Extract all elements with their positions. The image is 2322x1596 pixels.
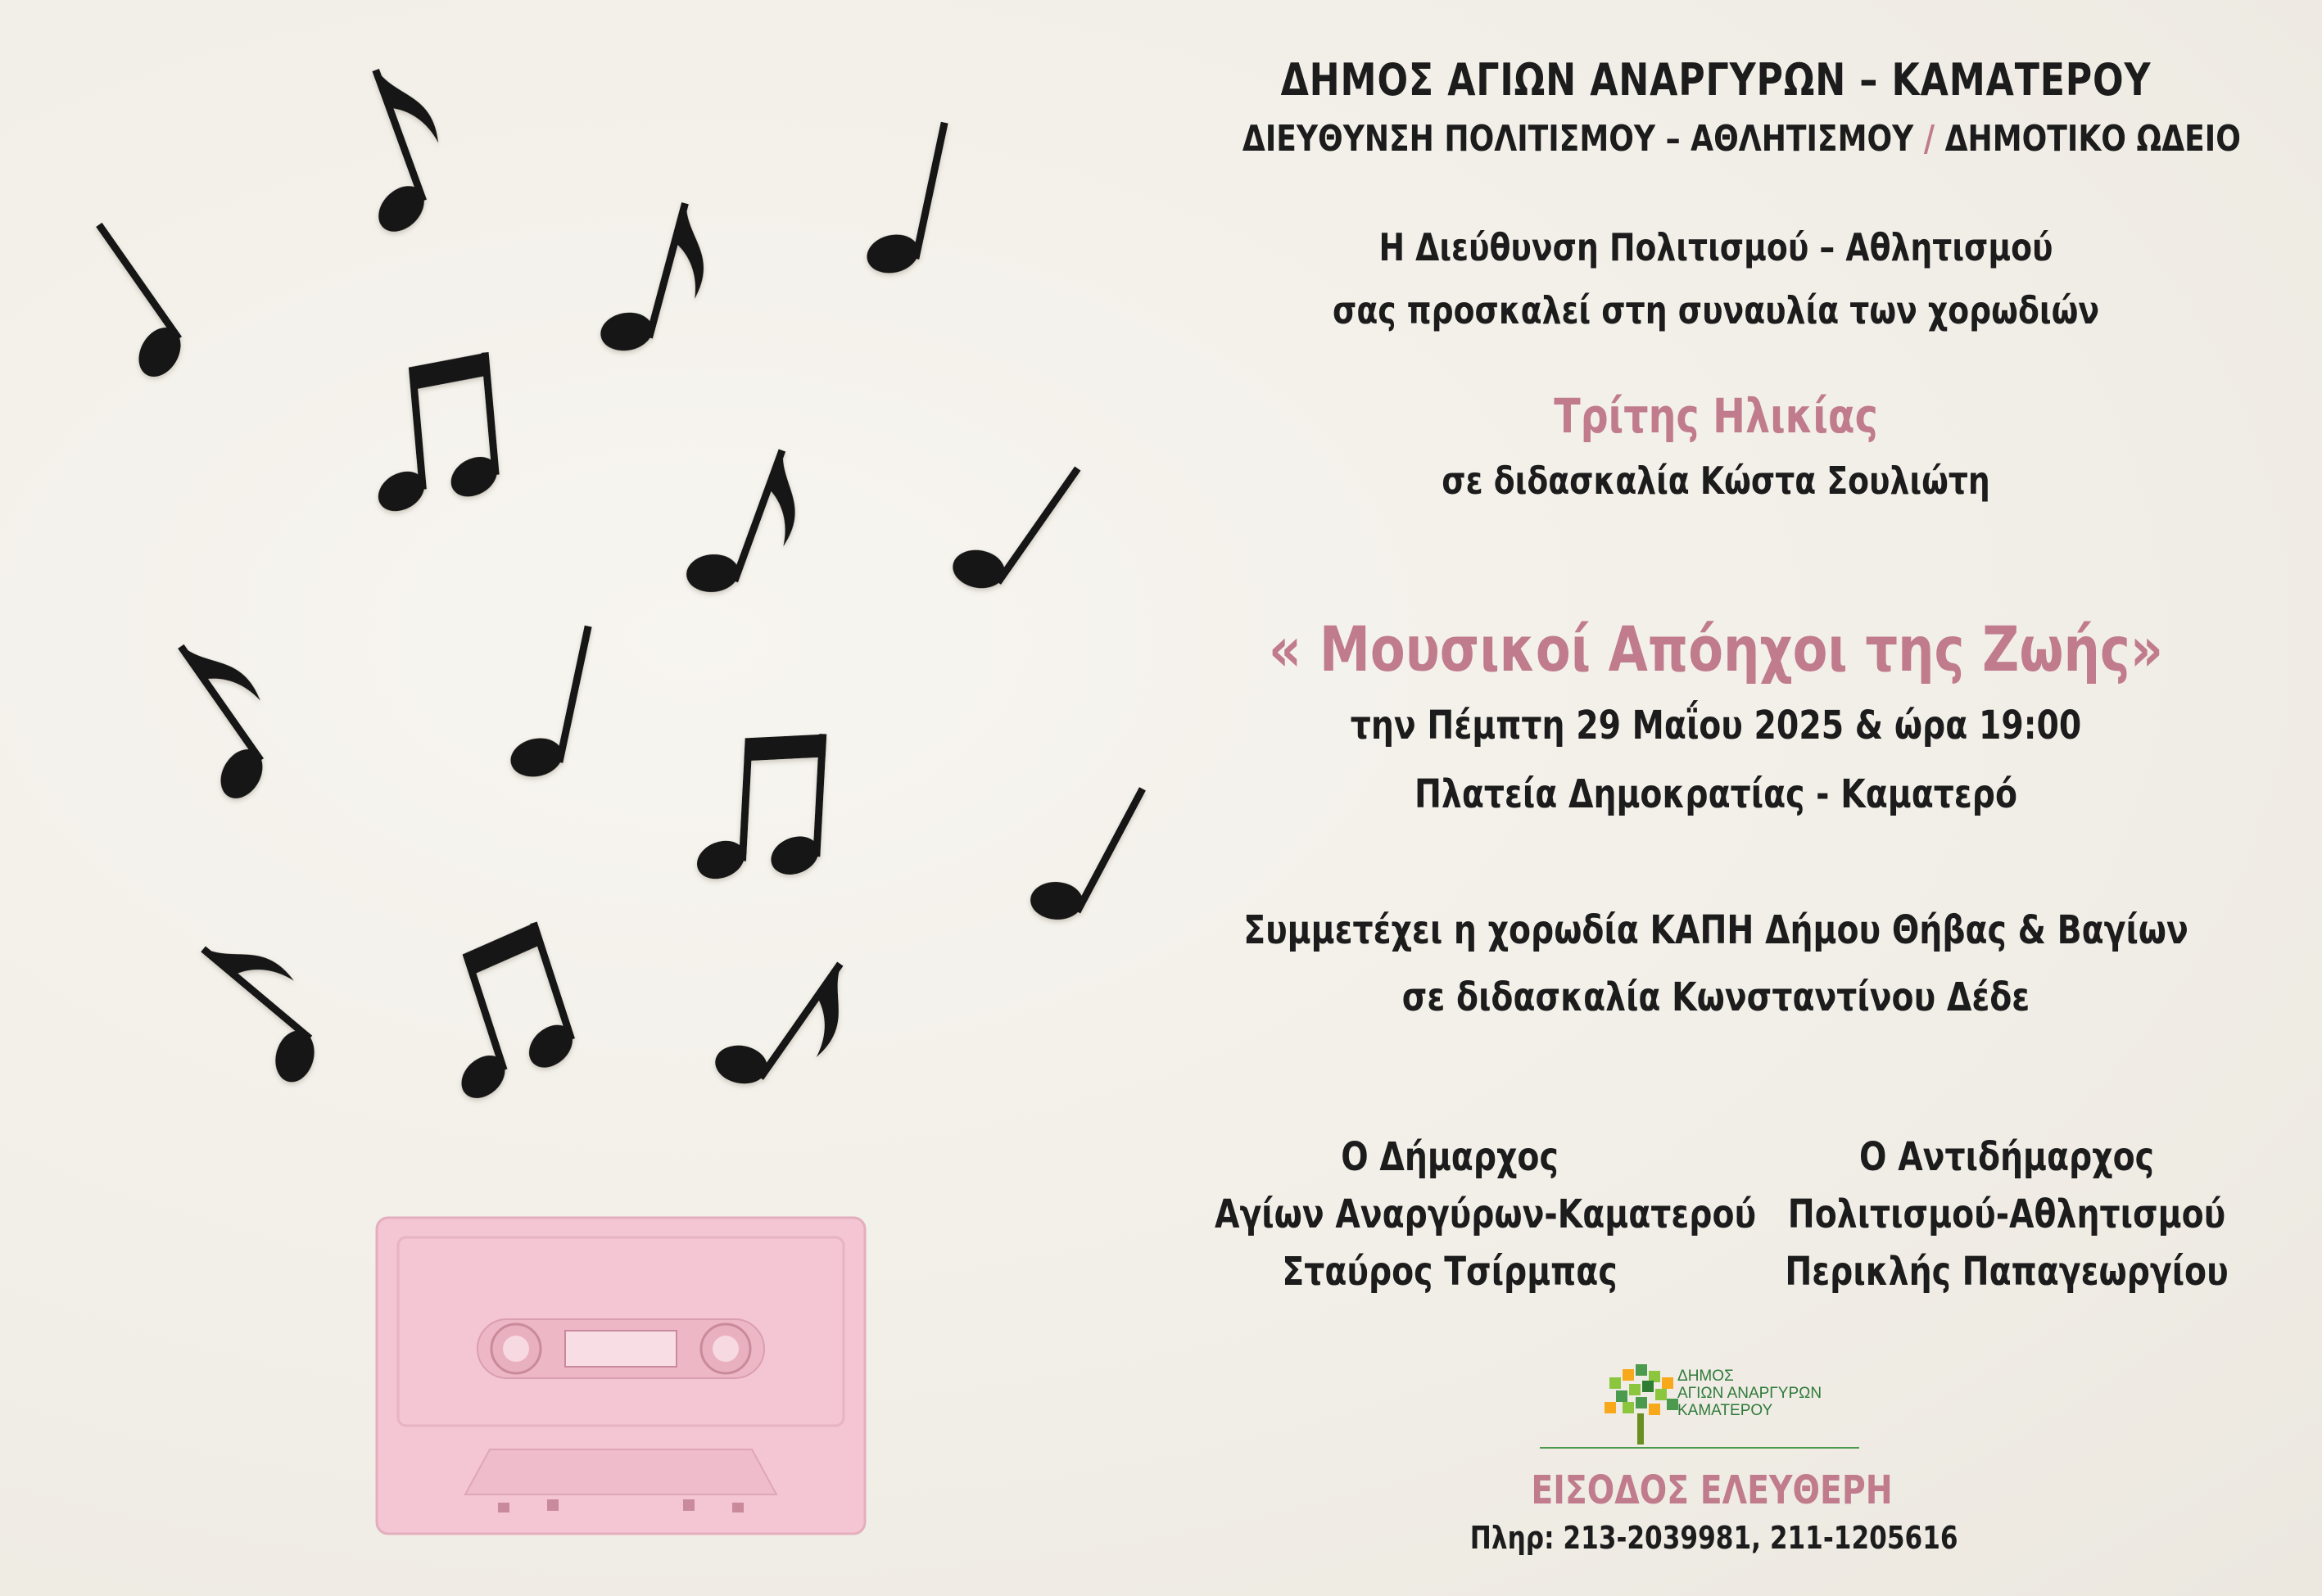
conservatory-name: ΔΗΜΟΤΙΚΟ ΩΔΕΙΟ bbox=[1944, 118, 2241, 160]
participation-line-1: Συμμετέχει η χορωδία ΚΑΠΗ Δήμου Θήβας & Βαγίων bbox=[1243, 907, 2188, 953]
music-notes-decoration bbox=[0, 0, 1188, 1171]
signature-mayor bbox=[1215, 1128, 1757, 1300]
music-note-icon bbox=[1016, 763, 1150, 941]
event-place: Πλατεία Δημοκρατίας - Καματερό bbox=[1414, 771, 2018, 817]
music-note-icon bbox=[699, 933, 871, 1123]
logo-line: ΚΑΜΑΤΕΡΟΥ bbox=[1677, 1402, 1773, 1419]
signature-deputy-mayor bbox=[1772, 1128, 2242, 1300]
free-entry-label: ΕΙΣΟΔΟΣ ΕΛΕΥΘΕΡΗ bbox=[1531, 1467, 1893, 1513]
music-note-icon bbox=[937, 437, 1085, 611]
music-note-icon bbox=[324, 57, 467, 246]
choir-teacher: σε διδασκαλία Κώστα Σουλιώτη bbox=[1442, 459, 1990, 503]
logo-line: ΑΓΙΩΝ ΑΝΑΡΓΥΡΩΝ bbox=[1677, 1385, 1822, 1402]
logo-text bbox=[1677, 1368, 1822, 1419]
music-note-icon bbox=[673, 432, 817, 620]
signature-name: Περικλής Παπαγεωργίου bbox=[1785, 1249, 2229, 1295]
department-separator: / bbox=[1923, 118, 1935, 160]
signature-name: Σταύρος Τσίρμπας bbox=[1282, 1249, 1618, 1295]
invitation-line-1: Η Διεύθυνση Πολιτισμού – Αθλητισμού bbox=[1378, 225, 2053, 269]
music-note-icon bbox=[690, 727, 831, 892]
event-title: « Μουσικοί Απόηχοι της Ζωής» bbox=[1268, 613, 2164, 685]
logo-line: ΔΗΜΟΣ bbox=[1677, 1368, 1734, 1385]
music-note-icon bbox=[168, 921, 355, 1099]
department-line bbox=[1242, 118, 2241, 160]
signature-role: Ο Αντιδήμαρχος bbox=[1859, 1134, 2154, 1180]
participation-line-2: σε διδασκαλία Κωνσταντίνου Δέδε bbox=[1401, 974, 2030, 1020]
music-note-icon bbox=[589, 189, 721, 374]
event-date: την Πέμπτη 29 Μαΐου 2025 & ώρα 19:00 bbox=[1350, 703, 2082, 748]
music-note-icon bbox=[136, 626, 307, 816]
music-note-icon bbox=[500, 615, 596, 792]
cassette-icon bbox=[375, 1216, 867, 1535]
signature-role: Ο Δήμαρχος bbox=[1341, 1134, 1559, 1180]
signature-office: Αγίων Αναργύρων-Καματερού bbox=[1215, 1191, 1757, 1237]
music-note-icon bbox=[856, 111, 953, 288]
choir-name: Τρίτης Ηλικίας bbox=[1554, 388, 1878, 444]
music-note-icon bbox=[54, 220, 202, 394]
music-note-icon bbox=[360, 352, 507, 521]
signature-office: Πολιτισμού-Αθλητισμού bbox=[1787, 1191, 2226, 1237]
logo-divider bbox=[1540, 1447, 1859, 1449]
municipality-title: ΔΗΜΟΣ ΑΓΙΩΝ ΑΝΑΡΓΥΡΩΝ – ΚΑΜΑΤΕΡΟΥ bbox=[1280, 54, 2152, 106]
department-name: ΔΙΕΥΘΥΝΣΗ ΠΟΛΙΤΙΣΜΟΥ – ΑΘΛΗΤΙΣΜΟΥ bbox=[1242, 118, 1914, 160]
invitation-line-2: σας προσκαλεί στη συναυλία των χορωδιών bbox=[1332, 288, 2100, 332]
contact-phones: Πληρ: 213-2039981, 211-1205616 bbox=[1469, 1520, 1958, 1556]
music-note-icon bbox=[414, 920, 591, 1112]
